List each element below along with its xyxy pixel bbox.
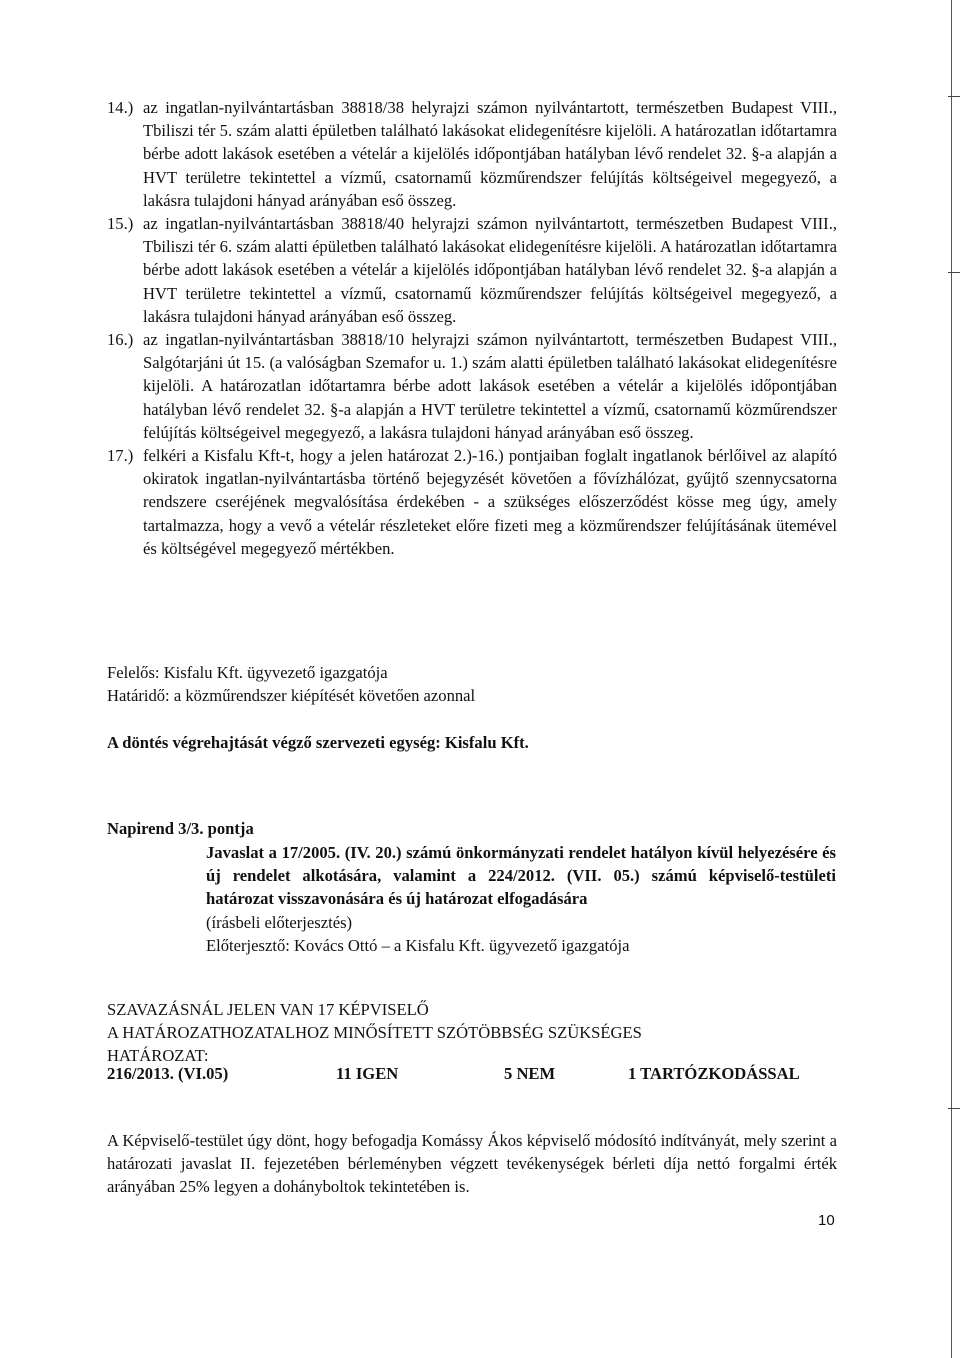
list-item	[107, 212, 837, 328]
vote-majority: A HATÁROZATHOZATALHOZ MINŐSÍTETT SZÓTÖBBSÉG SZÜKSÉGES	[107, 1023, 642, 1043]
item-number: 16.)	[107, 330, 134, 350]
vote-present: SZAVAZÁSNÁL JELEN VAN 17 KÉPVISELŐ	[107, 1000, 429, 1019]
vote-no: 5 NEM	[504, 1064, 556, 1083]
vote-block	[107, 998, 837, 1068]
vote-result-row	[107, 1064, 837, 1088]
item-number: 14.)	[107, 98, 134, 117]
resolution-items	[107, 96, 837, 560]
agenda-heading: Napirend 3/3. pontja	[107, 819, 254, 838]
responsibility-block	[107, 661, 837, 707]
vote-yes: 11 IGEN	[336, 1064, 399, 1083]
presenter-line: Előterjesztő: Kovács Ottó – a Kisfalu Kft. ügyvezető igazgatója	[206, 935, 630, 955]
item-text: az ingatlan-nyilvántartásban 38818/40 helyrajzi számon nyilvántartott, természetben Budapest VIII., Tbiliszi tér 6. szám alatti épületben található lakásokat elidegenítésre kijelöli. A határozatlan időtartamra bérbe adott lakások esetében a vételár a kijelölés időpontjában hatályban lévő rendelet 32. §-a alapján a HVT területre tekintettel a vízmű, csatornamű közműrendszer felújítás költségeivel megegyező, a lakásra tulajdoni hányad arányában eső összeg.	[143, 214, 837, 326]
deadline-line: Határidő: a közműrendszer kiépítését követően azonnal	[107, 686, 476, 706]
vote-abstain: 1 TARTÓZKODÁSSAL	[628, 1064, 800, 1083]
proposal-title: Javaslat a 17/2005. (IV. 20.) számú önkormányzati rendelet hatályon kívül helyezésére és új rendelet alkotására, valamint a 224/2012. (VII. 05.) számú képviselő-testületi határozat visszavonására és új határozat elfogadására	[206, 843, 836, 909]
agenda-proposal	[206, 841, 836, 957]
scan-margin-tick	[948, 272, 960, 273]
list-item	[107, 444, 837, 560]
list-item	[107, 96, 837, 212]
item-text: az ingatlan-nyilvántartásban 38818/10 helyrajzi számon nyilvántartott, természetben Budapest VIII., Salgótarjáni út 15. (a valóságban Szemafor u. 1.) szám alatti épületben található lakásokat elidegenítésre kijelöli. A határozatlan időtartamra bérbe adott lakások esetében a vételár a kijelölés időpontjában hatályban lévő rendelet 32. §-a alapján a HVT területre tekintettel a vízmű, csatornamű közműrendszer felújítás költségeivel megegyező, a lakásra tulajdoni hányad arányában eső összeg.	[143, 330, 837, 442]
executor-line: A döntés végrehajtását végző szervezeti egység: Kisfalu Kft.	[107, 733, 529, 752]
page-number: 10	[818, 1212, 835, 1229]
list-item	[107, 328, 837, 444]
scan-margin-tick	[948, 96, 960, 97]
item-text: felkéri a Kisfalu Kft-t, hogy a jelen határozat 2.)-16.) pontjaiban foglalt ingatlanok bérlőivel az alapító okiratok ingatlan-nyilvántartásba történő bejegyzését követően a fővízhálózat, gyűjtő szennycsatorna rendszere cseréjének megvalósítása érdekében - a szükséges előszerződést kösse meg úgy, amely tartalmazza, hogy a vevő a vételár részleteket előre fizeti meg a közműrendszer felújításának ütemével és költségével megegyező mértékben.	[143, 446, 837, 558]
item-text: az ingatlan-nyilvántartásban 38818/38 helyrajzi számon nyilvántartott, természetben Budapest VIII., Tbiliszi tér 5. szám alatti épületben található lakásokat elidegenítésre kijelöli. A határozatlan időtartamra bérbe adott lakások esetében a vételár a kijelölés időpontjában hatályban lévő rendelet 32. §-a alapján a HVT területre tekintettel a vízmű, csatornamű közműrendszer felújítás költségeivel megegyező, a lakásra tulajdoni hányad arányában eső összeg.	[143, 98, 837, 210]
decision-paragraph: A Képviselő-testület úgy dönt, hogy befogadja Komássy Ákos képviselő módosító indítványát, mely szerint a határozati javaslat II. fejezetében bérleményben végzett tevékenységek bérleti díja nettó forgalmi érték arányában 25% legyen a dohányboltok tekintetében is.	[107, 1131, 837, 1197]
written-note: (írásbeli előterjesztés)	[206, 912, 353, 932]
scan-margin-line	[951, 0, 952, 1358]
item-number: 15.)	[107, 214, 134, 234]
scan-margin-tick	[948, 1108, 960, 1109]
resolution-number: 216/2013. (VI.05)	[107, 1064, 229, 1083]
responsible-line: Felelős: Kisfalu Kft. ügyvezető igazgatója	[107, 663, 388, 682]
vote-label: HATÁROZAT:	[107, 1046, 209, 1066]
item-number: 17.)	[107, 446, 134, 466]
